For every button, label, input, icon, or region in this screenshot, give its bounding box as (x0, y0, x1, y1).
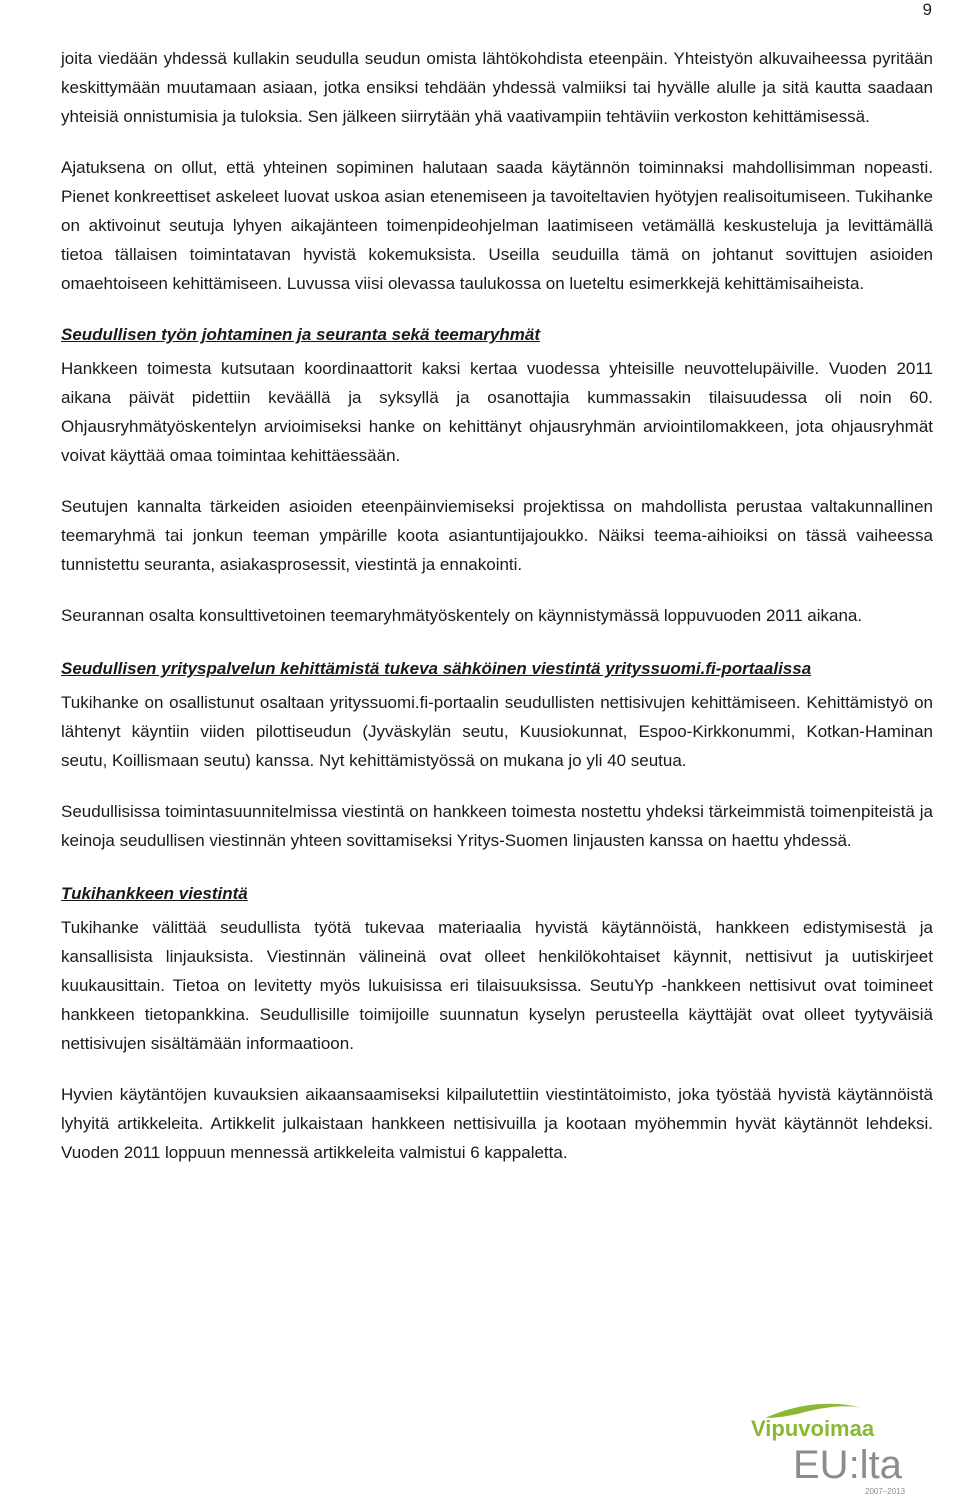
logo-text-years: 2007–2013 (865, 1487, 906, 1496)
leadership-paragraph-3: Seurannan osalta konsulttivetoinen teemaryhmätyöskentely on käynnistymässä loppuvuoden 2011 aikana. (61, 606, 863, 625)
leadership-paragraph-1: Hankkeen toimesta kutsutaan koordinaattorit kaksi kertaa vuodessa yhteisille neuvottelupäiville. Vuoden 2011 aikana päivät pidettiin keväällä ja syksyllä ja osanottajia kummassakin tilaisuudessa oli noin 60. Ohjausryhmätyöskentelyn arvioimiseksi hanke on kehittänyt ohjausryhmän arviointilomakkeen, jota ohjausryhmät voivat käyttää omaa toimintaa kehittäessään. (61, 359, 933, 465)
portal-paragraph-1: Tukihanke on osallistunut osaltaan yrityssuomi.fi-portaalin seudullisten nettisivujen kehittämiseen. Kehittämistyö on lähtenyt käyntiin viiden pilottiseudun (Jyväskylän seutu, Kuusiokunnat, Espoo-Kirkkonummi, Kotkan-Haminan seutu, Koillismaan seutu) kanssa. Nyt kehittämistyössä on mukana jo yli 40 seutua. (61, 693, 933, 770)
logo-text-vipuvoimaa: Vipuvoimaa (751, 1416, 875, 1441)
portal-paragraph-2: Seudullisissa toimintasuunnitelmissa viestintä on hankkeen toimesta nostettu yhdeksi tärkeimmistä toimenpiteistä ja keinoja seudullisen viestinnän yhteen sovittamiseksi Yritys-Suomen linjausten kanssa on haettu yhdessä. (61, 802, 933, 850)
page-number: 9 (922, 0, 932, 19)
section-heading-leadership: Seudullisen työn johtaminen ja seuranta sekä teemaryhmät (61, 325, 540, 344)
vipuvoimaa-eu-logo (745, 1390, 935, 1500)
section-heading-portal: Seudullisen yrityspalvelun kehittämistä tukeva sähköinen viestintä yrityssuomi.fi-portaalissa (61, 659, 812, 678)
communication-paragraph-1: Tukihanke välittää seudullista työtä tukevaa materiaalia hyvistä käytännöistä, hankkeen edistymisestä ja kansallisista linjauksista. Viestinnän välineinä ovat olleet henkilökohtaiset käynnit, nettisivut ja uutiskirjeet kuukausittain. Tietoa on levitetty myös lukuisissa eri tilaisuuksissa. SeutuYp -hankkeen nettisivut ovat toimineet hankkeen tietopankkina. Seudullisille toimijoille suunnatun kyselyn perusteella käyttäjät ovat olleet tyytyväisiä nettisivujen sisältämään informaatioon. (61, 918, 933, 1053)
intro-paragraph-2: Ajatuksena on ollut, että yhteinen sopiminen halutaan saada käytännön toiminnaksi mahdollisimman nopeasti. Pienet konkreettiset askeleet luovat uskoa asian etenemiseen ja tavoiteltavien hyötyjen realisoitumiseen. Tukihanke on aktivoinut seutuja lyhyen aikajänteen toimenpideohjelman laatimiseen vetämällä keskusteluja ja levittämällä tietoa tällaisen toimintatavan hyvistä kokemuksista. Useilla seuduilla tämä on johtanut sovittujen asioiden omaehtoiseen kehittämiseen. Luvussa viisi olevassa taulukossa on lueteltu esimerkkejä kehittämisaiheista. (61, 158, 933, 293)
communication-paragraph-2: Hyvien käytäntöjen kuvauksien aikaansaamiseksi kilpailutettiin viestintätoimisto, joka työstää hyvistä käytännöistä lyhyitä artikkeleita. Artikkelit julkaistaan hankkeen nettisivuilla ja kootaan myöhemmin hyvät käytännöt lehdeksi. Vuoden 2011 loppuun mennessä artikkeleita valmistui 6 kappaletta. (61, 1085, 933, 1162)
logo-text-eulta: EU:lta (793, 1443, 902, 1487)
leadership-paragraph-2: Seutujen kannalta tärkeiden asioiden eteenpäinviemiseksi projektissa on mahdollista perustaa valtakunnallinen teemaryhmä tai jonkun teeman ympärille koota asiantuntijajoukko. Näiksi teema-aihioiksi on tässä vaiheessa tunnistettu seuranta, asiakasprosessit, viestintä ja ennakointi. (61, 497, 933, 574)
intro-paragraph-1: joita viedään yhdessä kullakin seudulla seudun omista lähtökohdista eteenpäin. Yhteistyön alkuvaiheessa pyritään keskittymään muutamaan asiaan, jotka ensiksi tehdään yhdessä valmiiksi tai hyvälle alulle ja sitä kautta saadaan yhteisiä onnistumisia ja tuloksia. Sen jälkeen siirrytään yhä vaativampiin tehtäviin verkoston kehittämisessä. (61, 49, 933, 126)
section-heading-communication: Tukihankkeen viestintä (61, 884, 248, 903)
page-content (61, 44, 933, 1189)
